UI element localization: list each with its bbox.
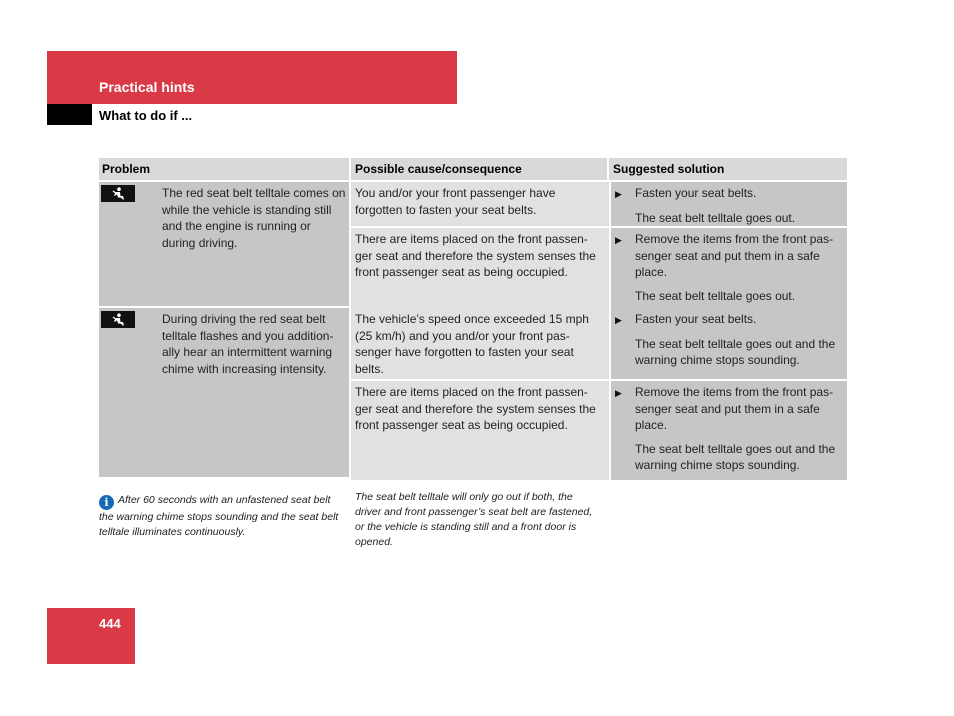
step-arrow-icon: ▶: [615, 388, 622, 398]
solution-cell: [609, 308, 847, 379]
solution-result: The seat belt telltale goes out.: [635, 210, 796, 225]
cause-cell: You and/or your front passenger have forgotten to fasten your seat belts.: [351, 182, 609, 226]
section-title: Practical hints: [99, 79, 195, 95]
step-arrow-icon: ▶: [615, 235, 622, 245]
note-text: The seat belt telltale will only go out if both, the driver and front passenger’s seat belt are fastened, or the vehicle is standing still and a front door is opened.: [355, 491, 593, 548]
solution-result: The seat belt telltale goes out and the warning chime stops sounding.: [635, 441, 836, 472]
solution-step: Remove the items from the front pas-senger seat and put them in a safe place.: [635, 385, 834, 432]
cause-cell: The vehicle’s speed once exceeded 15 mph (25 km/h) and you and/or your front pas-senger have forgotten to fasten your seat belts.: [351, 308, 609, 379]
solution-result: The seat belt telltale goes out and the warning chime stops sounding.: [635, 336, 836, 367]
column-header-solution: Suggested solution: [607, 158, 847, 180]
table-row: [349, 379, 847, 480]
subsection-title: What to do if ...: [99, 108, 193, 123]
solution-cell: [609, 182, 847, 226]
table-row: [349, 308, 847, 379]
problem-cell: [99, 182, 349, 306]
solution-step: Remove the items from the front pas-senger seat and put them in a safe place.: [635, 232, 834, 279]
page-number: 444: [99, 616, 121, 631]
section-marker: [47, 104, 92, 125]
info-icon: i: [99, 495, 114, 510]
solution-step: Fasten your seat belts.: [635, 186, 757, 200]
info-note-text: After 60 seconds with an unfastened seat belt the warning chime stops sounding and the seat belt telltale illuminates continuously.: [99, 494, 339, 538]
column-header-cause: Possible cause/consequence: [349, 158, 607, 180]
solution-step: Fasten your seat belts.: [635, 312, 757, 326]
cause-cell: There are items placed on the front passen-ger seat and therefore the system senses the front passenger seat as being occupied.: [351, 228, 609, 310]
table-row: [349, 182, 847, 226]
step-arrow-icon: ▶: [615, 189, 622, 199]
problem-cell: [99, 308, 349, 477]
table-row: [349, 226, 847, 310]
seat-belt-telltale-icon: [101, 185, 135, 202]
seat-belt-telltale-icon: [101, 311, 135, 328]
header-band: [47, 51, 457, 104]
table-header-row: [99, 158, 847, 182]
info-note: [99, 493, 339, 540]
step-arrow-icon: ▶: [615, 315, 622, 325]
cause-cell: There are items placed on the front passen-ger seat and therefore the system senses the front passenger seat as being occupied.: [351, 381, 609, 480]
troubleshooting-table: [99, 158, 847, 477]
solution-result: The seat belt telltale goes out.: [635, 288, 796, 303]
table-row-group: [99, 308, 847, 477]
table-row-group: [99, 182, 847, 308]
solution-cell: [609, 381, 847, 480]
problem-text: During driving the red seat belt telltale flashes and you addition-ally hear an intermittent warning chime with increasing intensity.: [162, 312, 334, 376]
solution-cell: [609, 228, 847, 310]
page-number-box: [47, 608, 135, 664]
problem-text: The red seat belt telltale comes on while the vehicle is standing still and the engine is running or during driving.: [162, 186, 346, 250]
column-header-problem: Problem: [102, 162, 151, 176]
